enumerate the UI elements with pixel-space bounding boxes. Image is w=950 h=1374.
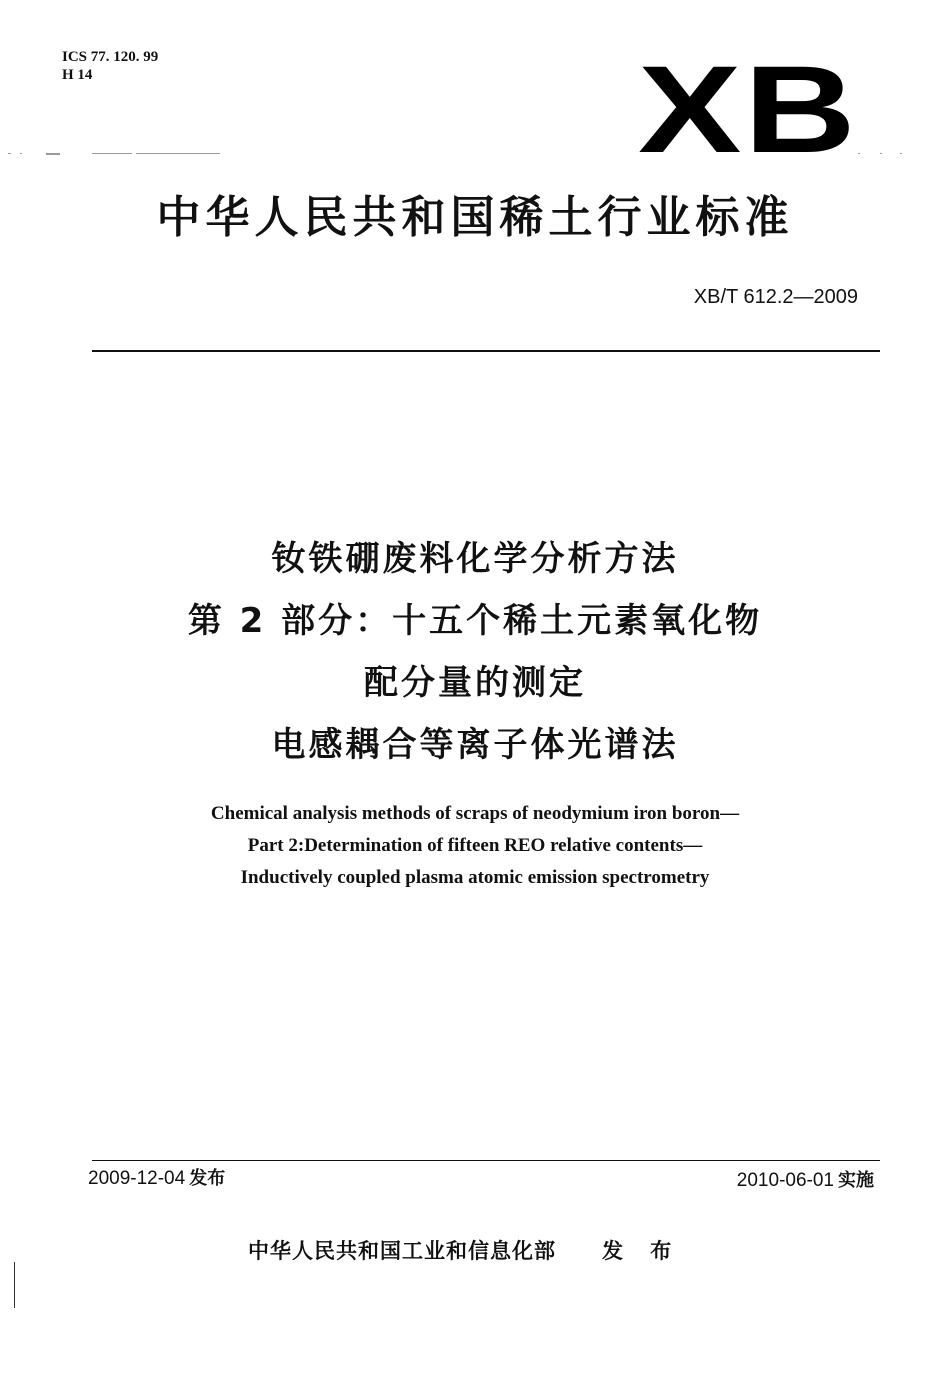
chinese-title-line: 配分量的测定 xyxy=(364,663,586,703)
effective-date: 2010-06-01 xyxy=(736,1170,834,1191)
english-title-line: Chemical analysis methods of scraps of neodymium iron boron— xyxy=(210,803,740,824)
classification-codes xyxy=(62,48,158,84)
standard-category-title: 中华人民共和国稀土行业标准 xyxy=(156,192,794,243)
issuer-name: 中华人民共和国工业和信息化部 xyxy=(248,1239,556,1263)
english-title xyxy=(0,798,950,894)
issued-label: 发 布 xyxy=(602,1239,682,1263)
ics-code: ICS 77. 120. 99 xyxy=(62,49,159,65)
xb-logo: XB xyxy=(638,41,859,179)
effective-label: 实施 xyxy=(838,1170,874,1191)
issue-date-block xyxy=(88,1166,225,1192)
english-title-line: Inductively coupled plasma atomic emission spectrometry xyxy=(240,867,710,888)
standard-number: XB/T 612.2—2009 xyxy=(693,286,858,308)
issuing-authority xyxy=(248,1237,681,1265)
footer-divider xyxy=(92,1160,880,1161)
chinese-title xyxy=(0,528,950,776)
scan-margin-mark xyxy=(14,1262,15,1308)
effective-date-block xyxy=(737,1168,874,1194)
chinese-title-line: 第 2 部分：十五个稀土元素氧化物 xyxy=(187,601,763,641)
header-divider xyxy=(92,350,880,352)
english-title-line: Part 2:Determination of fifteen REO relative contents— xyxy=(247,835,703,856)
issue-label: 发布 xyxy=(189,1168,226,1189)
scan-noise xyxy=(0,150,950,158)
chinese-title-line: 电感耦合等离子体光谱法 xyxy=(271,725,679,765)
chinese-title-line: 钕铁硼废料化学分析方法 xyxy=(271,539,679,579)
issue-date: 2009-12-04 xyxy=(88,1168,186,1189)
ccs-code: H 14 xyxy=(62,67,93,83)
